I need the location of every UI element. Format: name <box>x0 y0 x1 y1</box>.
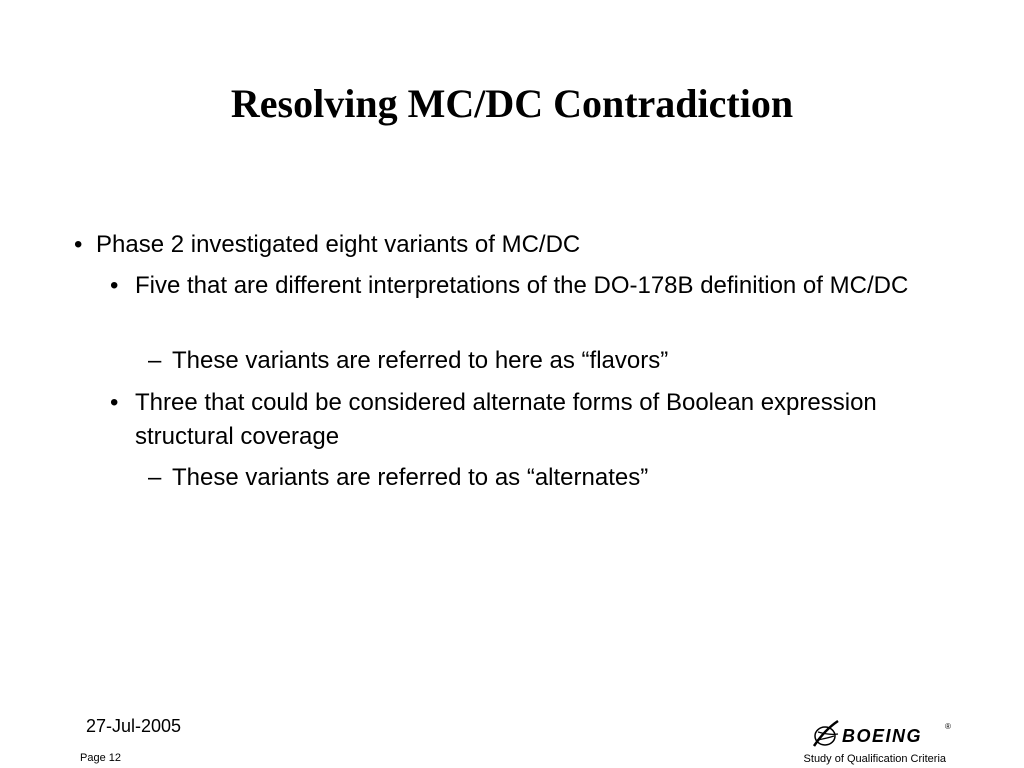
footer-page-number: Page 12 <box>80 752 121 764</box>
bullet-marker: • <box>110 389 119 416</box>
boeing-wordmark: BOEING <box>842 726 923 746</box>
bullet-level-3 <box>148 461 968 495</box>
bullet-text: Phase 2 investigated eight variants of MC/DC <box>96 231 581 258</box>
boeing-logo <box>810 718 952 752</box>
bullet-marker: • <box>74 231 83 258</box>
bullet-level-3 <box>148 344 968 378</box>
boeing-symbol-icon <box>814 721 838 746</box>
dash-marker: – <box>148 464 162 491</box>
bullet-level-2 <box>110 269 970 303</box>
bullet-text: Five that are different interpretations of the DO-178B definition of MC/DC <box>135 272 909 299</box>
bullet-marker: • <box>110 272 119 299</box>
bullet-text: These variants are referred to as “alternates” <box>172 464 649 491</box>
footer-date: 27-Jul-2005 <box>86 716 182 736</box>
dash-marker: – <box>148 347 162 374</box>
bullet-level-1 <box>74 228 974 262</box>
footer-study-title: Study of Qualification Criteria <box>803 753 946 765</box>
registered-mark: ® <box>945 722 951 731</box>
bullet-text: These variants are referred to here as “flavors” <box>172 347 669 374</box>
bullet-text: Three that could be considered alternate forms of Boolean expression structural coverage <box>135 389 877 450</box>
bullet-level-2 <box>110 386 970 454</box>
slide-title: Resolving MC/DC Contradiction <box>230 81 794 126</box>
